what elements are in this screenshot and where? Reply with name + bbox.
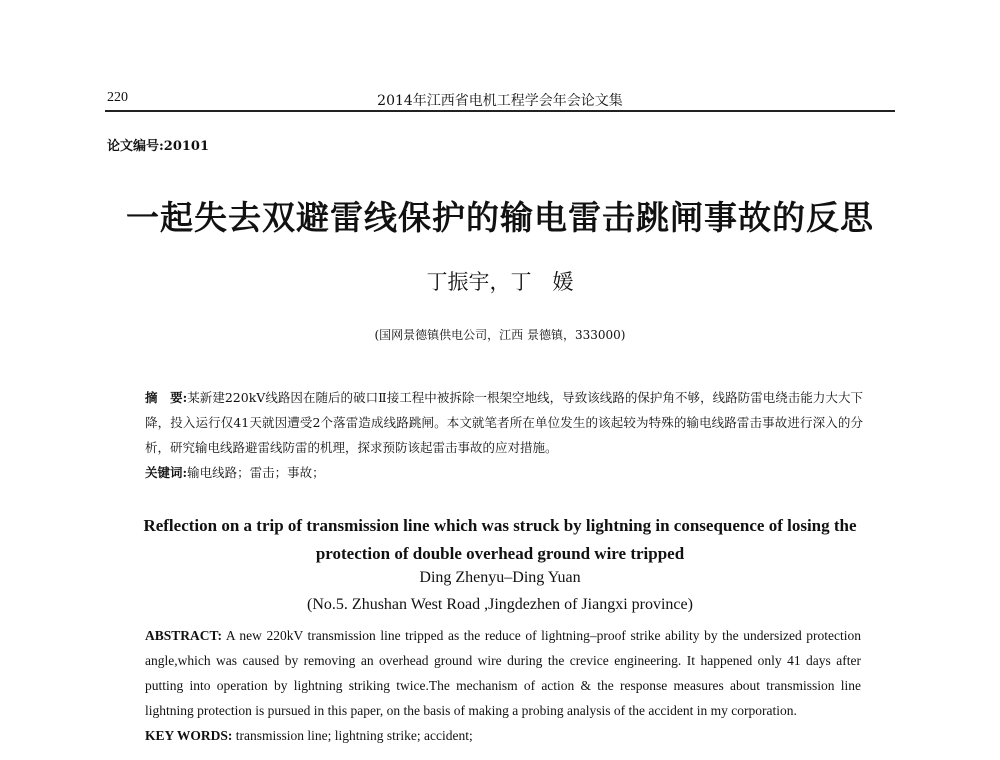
abstract-cn-text: 某新建220kV线路因在随后的破口Ⅱ接工程中被拆除一根架空地线，导致该线路的保护角不够，线路防雷电绕击能力大大下降，投入运行仅41天就因遭受2个落雷造成线路跳闸。本文就笔者所在单位发生的该起较为特殊的输电线路雷击事故进行深入的分析，研究输电线路避雷线防雷的机理，探求预防该起雷击事故的应对措施。 [145,390,863,455]
keywords-en-text: transmission line; lightning strike; accident; [232,728,473,743]
keywords-en-label: KEY WORDS: [145,728,233,743]
header-rule [105,110,895,112]
authors-cn: 丁振宇，丁 媛 [426,270,574,294]
keywords-cn-text: 输电线路；雷击；事故； [187,465,325,480]
paper-id: 论文编号:20101 [107,139,210,154]
keywords-cn-label: 关键词: [145,465,188,480]
title-cn: 一起失去双避雷线保护的输电雷击跳闸事故的反思 [126,198,874,237]
abstract-cn-label: 摘 要: [145,390,188,405]
authors-en: Ding Zhenyu–Ding Yuan [419,569,581,586]
running-header: 2014年江西省电机工程学会年会论文集 [377,93,623,109]
affiliation-cn: (国网景德镇供电公司，江西 景德镇，333000) [374,328,626,342]
affiliation-en: (No.5. Zhushan West Road ,Jingdezhen of Jiangxi province) [307,596,693,613]
page-number: 220 [107,90,128,105]
abstract-cn [145,385,863,485]
abstract-en [145,623,861,748]
abstract-en-label: ABSTRACT: [145,628,223,643]
title-en: Reflection on a trip of transmission line which was struck by lightning in consequence of losing the protection of double overhead ground wire tripped [143,516,857,563]
abstract-en-text: A new 220kV transmission line tripped as the reduce of lightning–proof strike ability by the undersized protection angle,which was caused by removing an overhead ground wire during the crevice engineering. It happened only 41 days after putting into operation by lightning striking twice.The mechanism of action & the response measures about transmission line lightning protection is pursued in this paper, on the basis of making a probing analysis of the accident in my corporation. [145,628,861,718]
